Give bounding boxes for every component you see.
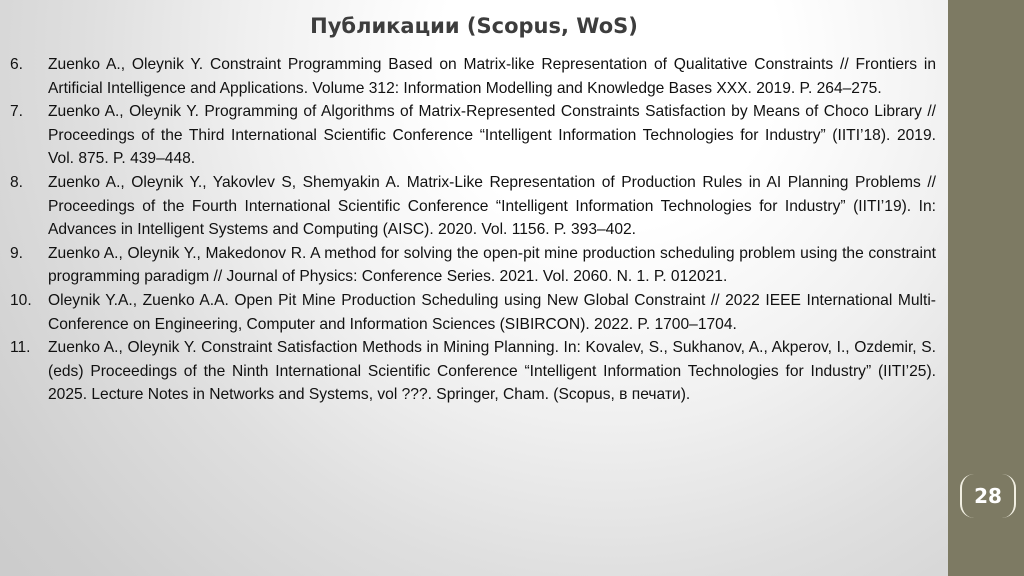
reference-list [10, 53, 936, 407]
page-number: 28 [974, 484, 1002, 508]
slide-title: Публикации (Scopus, WoS) [310, 14, 638, 38]
reference-item [10, 171, 936, 242]
reference-number: 8. [10, 173, 24, 191]
reference-number: 9. [10, 244, 24, 262]
reference-number: 7. [10, 103, 24, 121]
reference-text: Zuenko A., Oleynik Y. Constraint Satisfaction Methods in Mining Planning. In: Kovalev, S., Sukhanov, A., Akperov, I., Ozdemir, S. (eds) Proceedings of the Ninth International Scientific Conference “Intelligent Information Technologies for Industry” (IITI’25). 2025. Lecture Notes in Networks and Systems, vol ???. Springer, Cham. (Scopus, в печати). [48, 339, 936, 404]
reference-number: 10. [10, 291, 32, 309]
reference-item [10, 100, 936, 171]
reference-text: Zuenko A., Oleynik Y. Programming of Algorithms of Matrix-Represented Constraints Satisfaction by Means of Choco Library // Proceedings of the Third International Scientific Conference “Intelligent Information Technologies for Industry” (IITI’18). 2019. Vol. 875. P. 439–448. [48, 103, 936, 168]
reference-item [10, 242, 936, 289]
reference-text: Oleynik Y.A., Zuenko A.A. Open Pit Mine Production Scheduling using New Global Constraint // 2022 IEEE International Multi-Conference on Engineering, Computer and Information Sciences (SIBIRCON). 2022. P. 1700–1704. [48, 291, 936, 333]
reference-item [10, 289, 936, 336]
reference-number: 6. [10, 56, 24, 73]
reference-number: 11. [10, 339, 31, 357]
reference-text: Zuenko A., Oleynik Y., Yakovlev S, Shemyakin A. Matrix-Like Representation of Production Rules in AI Planning Problems // Proceedings of the Fourth International Scientific Conference “Intelligent Information Technologies for Industry” (IITI’19). In: Advances in Intelligent Systems and Computing (AISC). 2020. Vol. 1156. P. 393–402. [48, 173, 936, 239]
reference-item [10, 53, 936, 100]
reference-text: Zuenko A., Oleynik Y. Constraint Programming Based on Matrix-like Representation of Qualitative Constraints // Frontiers in Artificial Intelligence and Applications. Volume 312: Information Modelling and Knowledge Bases XXX. 2019. P. 264–275. [48, 56, 936, 97]
page-number-badge [960, 474, 1016, 518]
reference-item [10, 336, 936, 407]
reference-text: Zuenko A., Oleynik Y., Makedonov R. A method for solving the open-pit mine production scheduling problem using the constraint programming paradigm // Journal of Physics: Conference Series. 2021. Vol. 2060. N. 1. P. 012021. [48, 244, 936, 286]
